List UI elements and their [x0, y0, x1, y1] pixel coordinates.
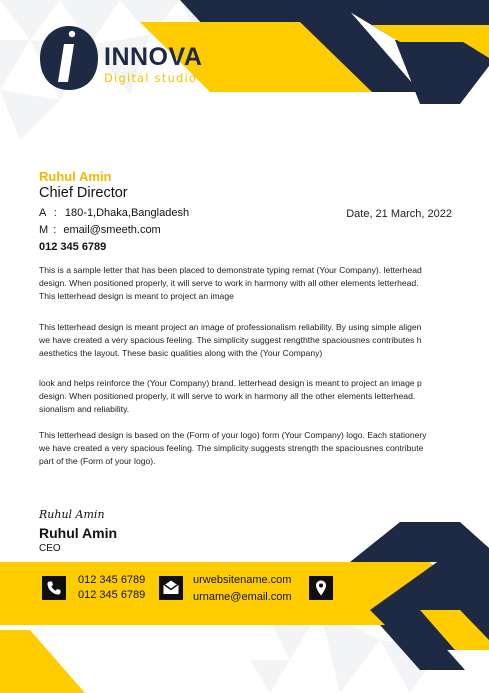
location-pin-icon	[309, 576, 333, 600]
mail-icon	[159, 576, 183, 600]
sender-name: Ruhul Amin	[39, 169, 112, 184]
email-separator: :	[53, 224, 57, 236]
phone-icon	[42, 576, 66, 600]
email-label: M	[39, 224, 49, 236]
sender-title: Chief Director	[39, 185, 128, 201]
signature-role: CEO	[39, 543, 61, 554]
address-separator: :	[53, 207, 57, 219]
footer-email[interactable]: urname@email.com	[193, 591, 292, 603]
address-label: A	[39, 207, 46, 219]
logo-mark-icon	[38, 22, 100, 94]
sender-address: 180-1,Dhaka,Bangladesh	[64, 207, 190, 219]
body-paragraph-4: This letterhead design is based on the (Form of your logo) form (Your Company) logo. Each stationery we have created a very spacious feeling. The simplicity suggests strength the spaciousnes contribute part of the (Form of your logo).	[39, 430, 427, 467]
body-paragraph-2: This letterhead design is meant project an image of professionalism reliability. By using simple aligen we have created a very spacious feeling. The simplicity suggest rengththe spaciousnes contributes h aesthetics the layout. These basic qualities along with the (Your Company)	[39, 322, 422, 359]
signature-name: Ruhul Amin	[39, 525, 118, 541]
sender-address-line	[39, 207, 189, 219]
sender-email: email@smeeth.com	[63, 224, 161, 236]
letter-date: Date, 21 March, 2022	[346, 208, 452, 220]
body-paragraph-3: look and helps reinforce the (Your Company) brand. letterhead design is meant to project an image p design. When positioned properly, it will serve to work in harmony all the other elements letterhead. sionalism and reliability.	[39, 378, 422, 415]
company-logo	[38, 22, 238, 102]
signature-script: Ruhul Amin	[39, 508, 105, 521]
footer-website[interactable]: urwebsitename.com	[193, 574, 292, 586]
sender-email-line	[39, 224, 161, 236]
brand-tagline: Digital studio	[104, 71, 198, 85]
brand-name: INNOVA	[104, 43, 203, 71]
body-paragraph-1: This is a sample letter that has been placed to demonstrate typing remat (Your Company). letterhead design. When positioned properly, it will serve to work in harmony with all other elements letterhead. This letterhead design is meant to project an image	[39, 265, 422, 302]
sender-phone: 012 345 6789	[39, 241, 107, 253]
footer-phone-2: 012 345 6789	[78, 589, 146, 601]
footer-phone-1: 012 345 6789	[78, 574, 146, 586]
